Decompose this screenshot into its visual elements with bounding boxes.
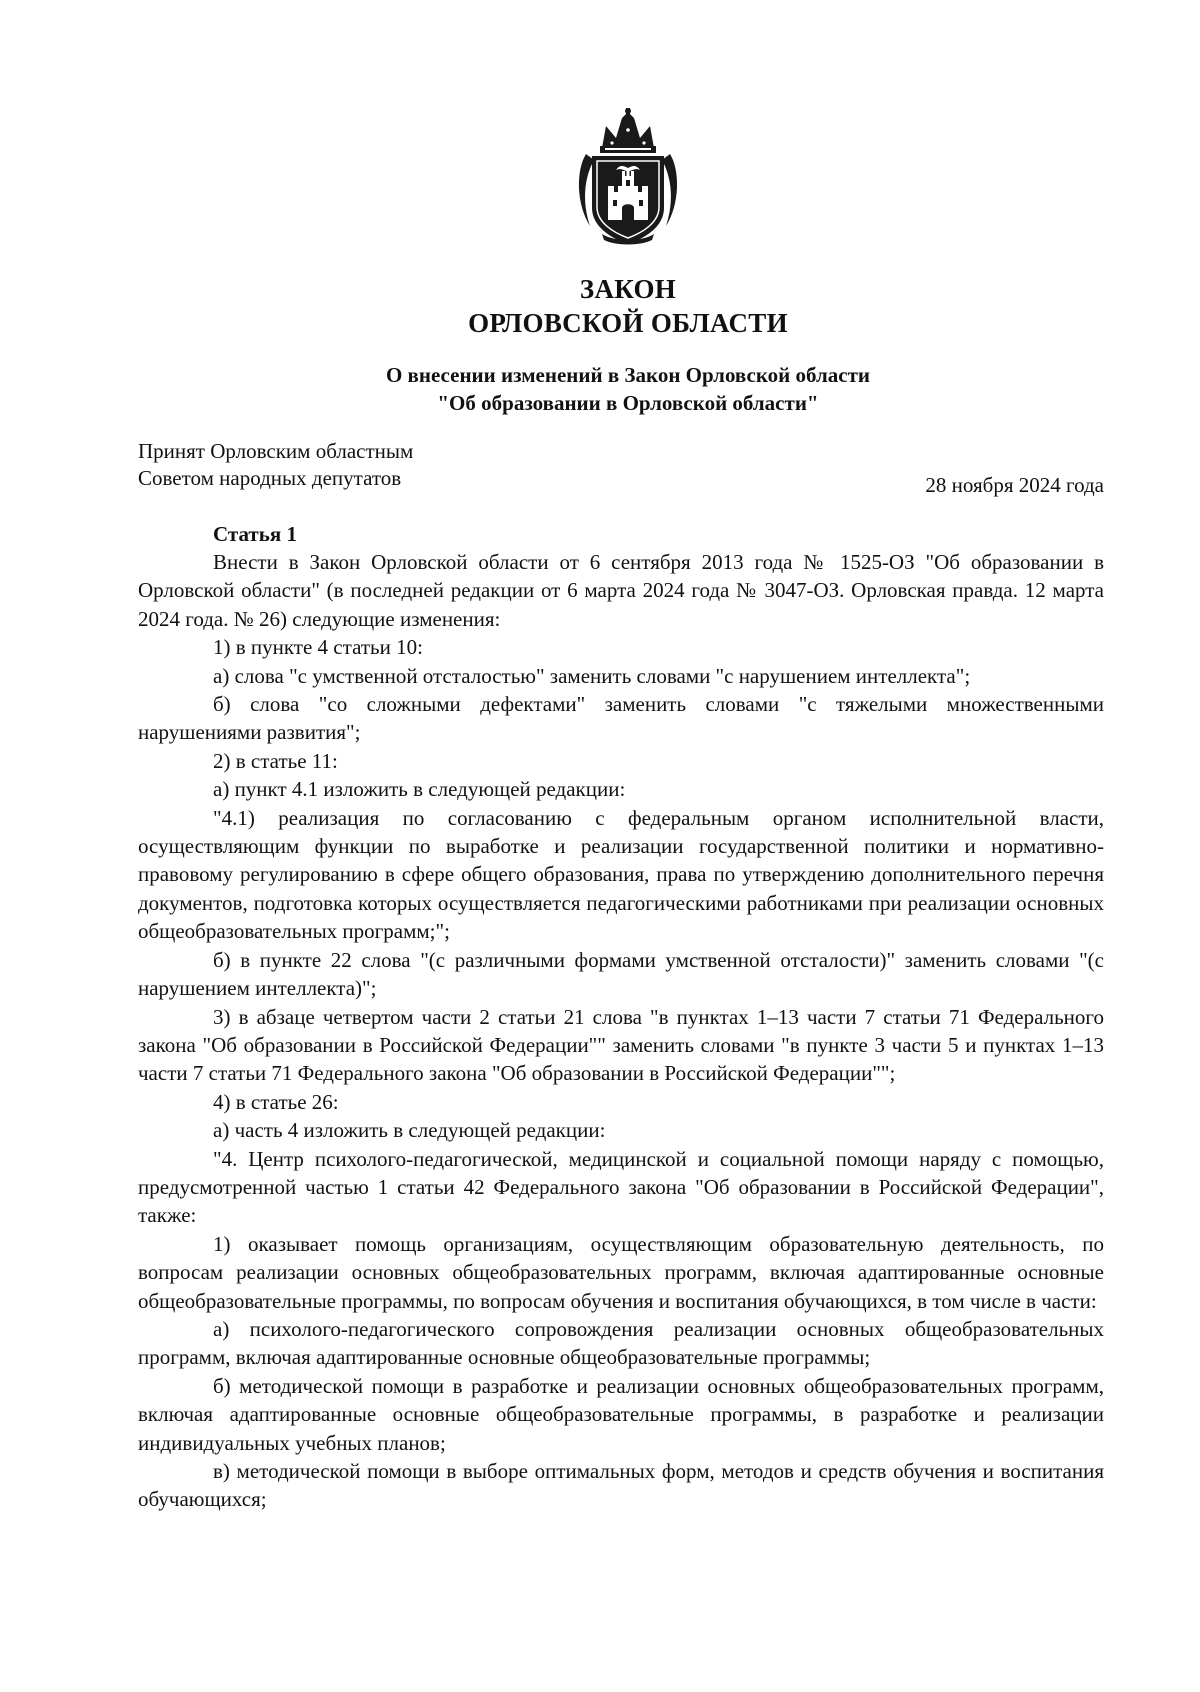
paragraph: 4) в статье 26: (213, 1089, 339, 1114)
paragraph: Внести в Закон Орловской области от 6 сентября 2013 года № 1525-ОЗ "Об образовании в Орловской области" (в последней редакции от 6 марта 2024 года № 3047-ОЗ. Орловская правда. 12 марта 2024 года. № 26) следующие изменения: (138, 550, 1104, 631)
paragraph: 1) оказывает помощь организациям, осуществляющим образовательную деятельность, по вопросам реализации основных общеобразовательных программ, включая адаптированные основные общеобразовательные программы, по вопросам обучения и воспитания обучающихся, в том числе в части: (138, 1231, 1104, 1313)
article-body (138, 548, 1104, 1514)
paragraph: 3) в абзаце четвертом части 2 статьи 21 слова "в пунктах 1–13 части 7 статьи 71 Федерального закона "Об образовании в Российской Федерации"" заменить словами "в пункте 3 части 5 и пунктах 1–13 части 7 статьи 71 Федерального закона "Об образовании в Российской Федерации""; (138, 1004, 1104, 1086)
paragraph: а) слова "с умственной отсталостью" заменить словами "с нарушением интеллекта"; (213, 663, 971, 688)
article-heading: Статья 1 (213, 522, 297, 546)
paragraph: 2) в статье 11: (213, 748, 338, 773)
adoption-date: 28 ноября 2024 года (925, 473, 1104, 497)
document-subtitle: О внесении изменений в Закон Орловской области (385, 363, 871, 387)
coat-of-arms-icon (572, 108, 684, 246)
document-title: ЗАКОН (579, 274, 677, 304)
paragraph: б) в пункте 22 слова "(с различными формами умственной отсталости)" заменить словами "(с нарушением интеллекта)"; (138, 947, 1104, 1001)
paragraph: б) методической помощи в разработке и реализации основных общеобразовательных программ, включая адаптированные основные общеобразовательные программы, в разработке и реализации индивидуальных учебных планов; (138, 1373, 1104, 1455)
paragraph: "4. Центр психолого-педагогической, медицинской и социальной помощи наряду с помощью, предусмотренной частью 1 статьи 42 Федерального закона "Об образовании в Российской Федерации", также: (138, 1146, 1104, 1228)
paragraph: а) психолого-педагогического сопровождения реализации основных общеобразовательных программ, включая адаптированные основные общеобразовательные программы; (138, 1316, 1104, 1370)
paragraph: а) пункт 4.1 изложить в следующей редакции: (213, 777, 626, 802)
adopted-by-line-2: Советом народных депутатов (138, 466, 402, 490)
paragraph: б) слова "со сложными дефектами" заменить словами "с тяжелыми множественными нарушениями развития"; (138, 692, 1104, 745)
document-subtitle-law-name: "Об образовании в Орловской области" (437, 391, 819, 415)
paragraph: а) часть 4 изложить в следующей редакции: (213, 1118, 606, 1143)
document-title-region: ОРЛОВСКОЙ ОБЛАСТИ (468, 308, 788, 338)
coat-of-arms-graphic (572, 108, 684, 246)
paragraph: 1) в пункте 4 статьи 10: (213, 635, 423, 660)
adopted-by-line-1: Принят Орловским областным (138, 439, 414, 463)
paragraph: в) методической помощи в выборе оптимальных форм, методов и средств обучения и воспитания обучающихся; (138, 1459, 1104, 1512)
paragraph: "4.1) реализация по согласованию с федеральным органом исполнительной власти, осуществляющим функции по выработке и реализации государственной политики и нормативно-правовому регулированию в сфере общего образования, права по утверждению дополнительного перечня документов, подготовка которых осуществляется педагогическими работниками при реализации основных общеобразовательных программ;"; (138, 805, 1104, 944)
